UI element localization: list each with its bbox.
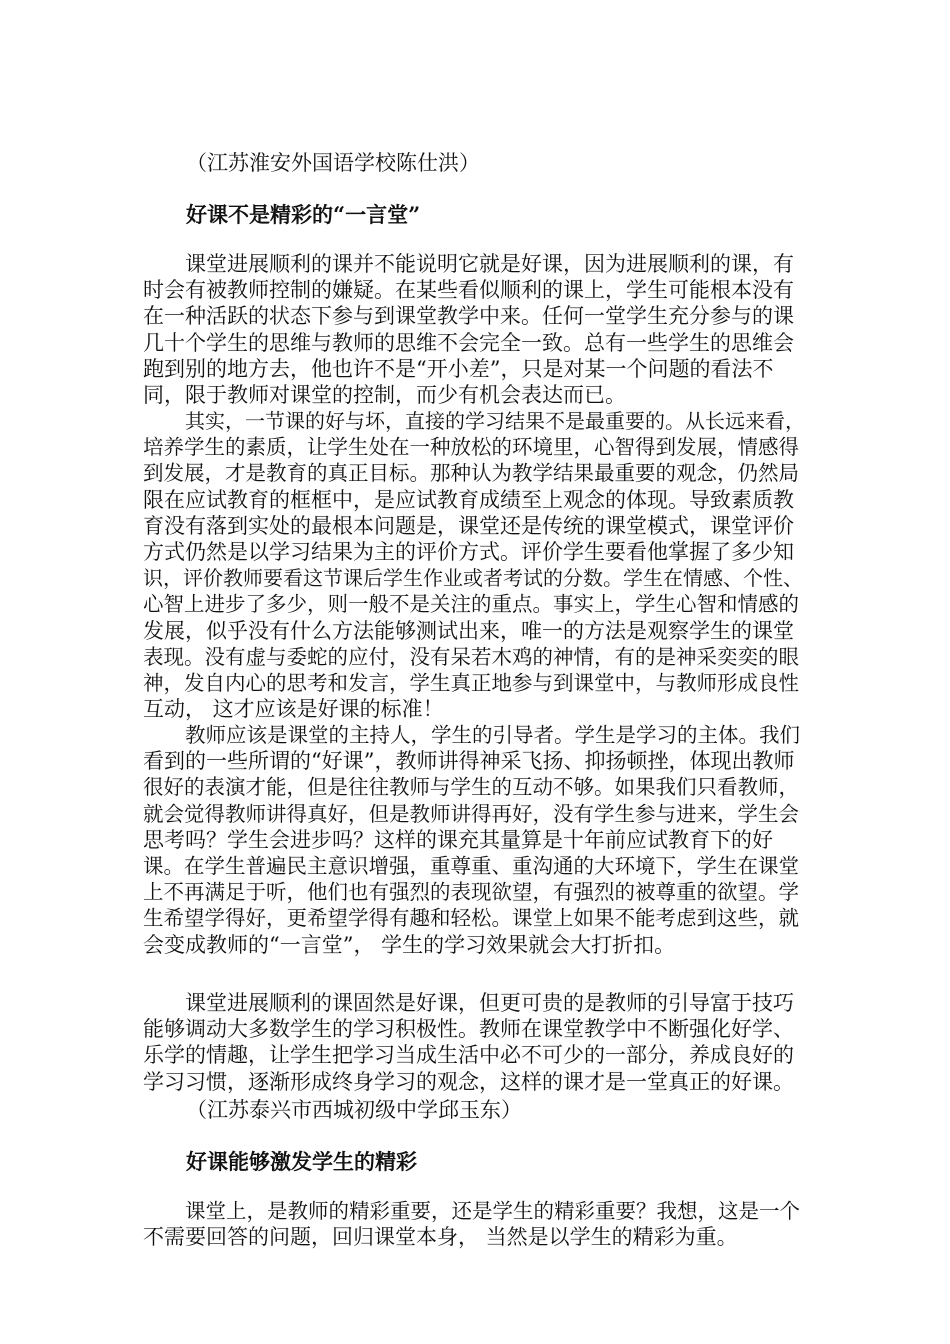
section-heading-2: 好课能够激发学生的精彩: [186, 1149, 417, 1174]
paragraph-line: 会变成教师的“一言堂”， 学生的学习效果就会大打折扣。: [143, 932, 676, 957]
paragraph-3: [143, 722, 807, 958]
paragraph-line: 识，评价教师要看这节课后学生作业或者考试的分数。学生在情感、个性、: [143, 566, 803, 591]
author-attribution-2: （江苏泰兴市西城初级中学邱玉东）: [186, 1098, 522, 1122]
paragraph-line: 到发展，才是教育的真正目标。那种认为教学结果最重要的观念，仍然局: [143, 461, 799, 486]
paragraph-line: 发展，似乎没有什么方法能够测试出来，唯一的方法是观察学生的课堂: [143, 618, 794, 643]
paragraph-line: 能够调动大多数学生的学习积极性。教师在课堂教学中不断强化好学、: [143, 1017, 794, 1042]
paragraph-line: 就会觉得教师讲得真好，但是教师讲得再好，没有学生参与进来，学生会: [143, 801, 799, 826]
paragraph-line: 生希望学得好，更希望学得有趣和轻松。课堂上如果不能考虑到这些，就: [143, 906, 799, 931]
paragraph-2: [143, 408, 807, 722]
paragraph-line: 乐学的情趣，让学生把学习当成生活中必不可少的一部分，养成良好的: [143, 1043, 794, 1068]
paragraph-line: 神，发自内心的思考和发言，学生真正地参与到课堂中，与教师形成良性: [143, 671, 799, 696]
paragraph-line: 思考吗？学生会进步吗？这样的课充其量算是十年前应试教育下的好: [143, 827, 773, 852]
paragraph-line: 教师应该是课堂的主持人，学生的引导者。学生是学习的主体。我们: [185, 723, 800, 747]
paragraph-line: 看到的一些所谓的“好课”，教师讲得神采飞扬、抑扬顿挫，体现出教师: [143, 749, 795, 774]
paragraph-line: 学习习惯，逐渐形成终身学习的观念，这样的课才是一堂真正的好课。: [143, 1069, 794, 1094]
paragraph-line: 培养学生的素质，让学生处在一种放松的环境里，心智得到发展，情感得: [143, 435, 799, 460]
paragraph-4: [143, 990, 807, 1095]
paragraph-5: [143, 1198, 807, 1250]
paragraph-line: 课。在学生普遍民主意识增强，重尊重、重沟通的大环境下，学生在课堂: [143, 854, 799, 879]
paragraph-line: 在一种活跃的状态下参与到课堂教学中来。任何一堂学生充分参与的课: [143, 304, 794, 329]
paragraph-line: 很好的表演才能，但是往往教师与学生的互动不够。如果我们只看教师，: [143, 775, 799, 800]
paragraph-line: 同，限于教师对课堂的控制，而少有机会表达而已。: [143, 383, 626, 408]
author-attribution-1: （江苏淮安外国语学校陈仕洪）: [186, 151, 480, 175]
section-heading-1: 好课不是精彩的“一言堂”: [186, 202, 421, 227]
paragraph-line: 方式仍然是以学习结果为主的评价方式。评价学生要看他掌握了多少知: [143, 540, 794, 565]
paragraph-line: 互动， 这才应该是好课的标准！: [143, 697, 444, 722]
paragraph-line: 几十个学生的思维与教师的思维不会完全一致。总有一些学生的思维会: [143, 330, 794, 355]
paragraph-line: 跑到别的地方去，他也许不是“开小差”，只是对某一个问题的看法不: [143, 356, 774, 381]
paragraph-line: 时会有被教师控制的嫌疑。在某些看似顺利的课上，学生可能根本没有: [143, 278, 794, 303]
paragraph-line: 心智上进步了多少，则一般不是关注的重点。事实上，学生心智和情感的: [143, 592, 799, 617]
paragraph-line: 限在应试教育的框框中，是应试教育成绩至上观念的体现。导致素质教: [143, 487, 794, 512]
paragraph-1: [143, 251, 807, 408]
paragraph-line: 课堂进展顺利的课固然是好课，但更可贵的是教师的引导富于技巧: [185, 991, 794, 1015]
paragraph-line: 课堂进展顺利的课并不能说明它就是好课，因为进展顺利的课，有: [185, 252, 794, 276]
paragraph-line: 上不再满足于听，他们也有强烈的表现欲望，有强烈的被尊重的欲望。学: [143, 880, 799, 905]
paragraph-line: 课堂上，是教师的精彩重要，还是学生的精彩重要？我想，这是一个: [185, 1199, 800, 1223]
paragraph-line: 其实，一节课的好与坏，直接的学习结果不是最重要的。从长远来看，: [185, 409, 805, 433]
paragraph-line: 表现。没有虚与委蛇的应付，没有呆若木鸡的神情，有的是神采奕奕的眼: [143, 644, 799, 669]
paragraph-line: 育没有落到实处的最根本问题是，课堂还是传统的课堂模式，课堂评价: [143, 513, 794, 538]
paragraph-line: 不需要回答的问题，回归课堂本身， 当然是以学生的精彩为重。: [143, 1225, 738, 1250]
